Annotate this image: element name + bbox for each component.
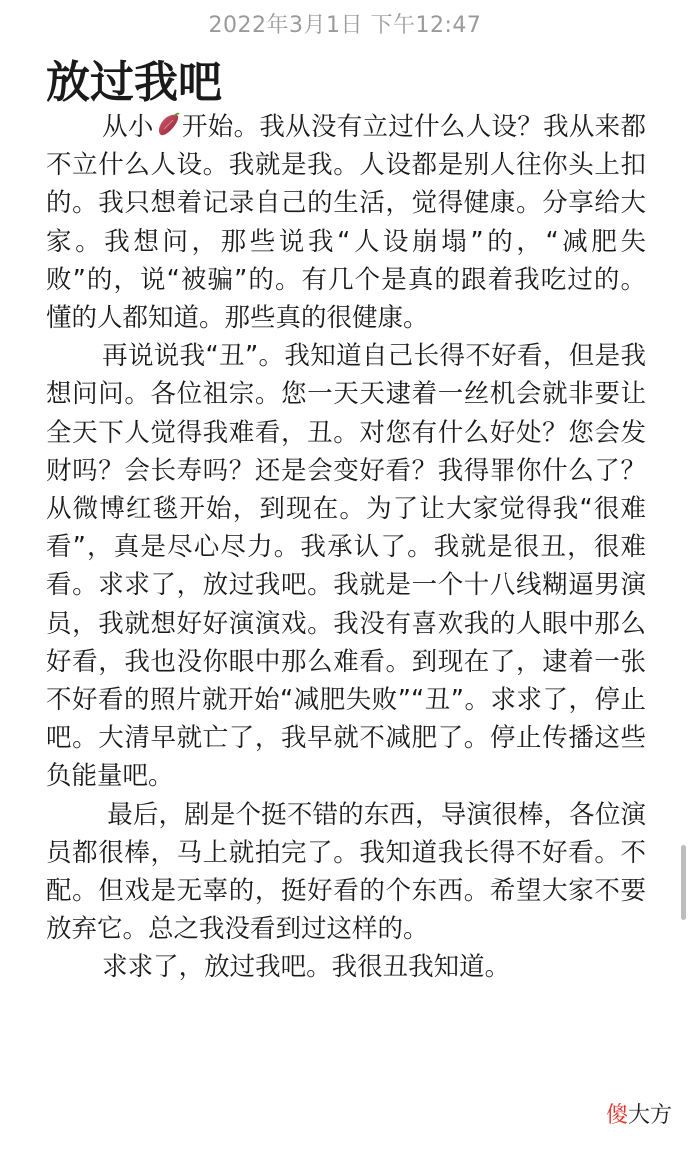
scrollbar-thumb[interactable]	[681, 845, 686, 920]
watermark	[606, 1098, 672, 1129]
note-body[interactable]	[46, 108, 646, 987]
paragraph-2: 再说说我“丑”。我知道自己长得不好看，但是我想问问。各位祖宗。您一天天逮着一丝机会就非要让全天下人觉得我难看，丑。对您有什么好处？您会发财吗？会长寿吗？还是会变好看？我得罪你什么了？从微博红毯开始，到现在。为了让大家觉得我“很难看”，真是尽心尽力。我承认了。我就是很丑，很难看。求求了，放过我吧。我就是一个十八线糊逼男演员，我就想好好演演戏。我没有喜欢我的人眼中那么好看，我也没你眼中那么难看。到现在了，逮着一张不好看的照片就开始“减肥失败”“丑”。求求了，停止吧。大清早就亡了，我早就不减肥了。停止传播这些负能量吧。	[46, 341, 646, 792]
note-timestamp: 2022年3月1日 下午12:47	[208, 13, 482, 38]
paragraph-4: 求求了，放过我吧。我很丑我知道。	[102, 952, 511, 983]
sweet-potato-icon	[155, 112, 181, 138]
paragraph-1-start: 从小	[102, 112, 154, 142]
watermark-text: 大方	[627, 1103, 672, 1128]
paragraph-1-rest: 开始。我从没有立过什么人设？我从来都不立什么人设。我就是我。人设都是别人往你头上扣的。我只想着记录自己的生活，觉得健康。分享给大家。我想问，那些说我“人设崩塌”的，“减肥失败”的，说“被骗”的。有几个是真的跟着我吃过的。懂的人都知道。那些真的很健康。	[46, 112, 646, 334]
paragraph-1	[46, 108, 646, 337]
note-title: 放过我吧	[46, 57, 222, 108]
watermark-red-char: 傻	[605, 1103, 628, 1128]
paragraph-3: 最后，剧是个挺不错的东西，导演很棒，各位演员都很棒，马上就拍完了。我知道我长得不好看。不配。但戏是无辜的，挺好看的个东西。希望大家不要放弃它。总之我没看到过这样的。	[46, 799, 646, 945]
